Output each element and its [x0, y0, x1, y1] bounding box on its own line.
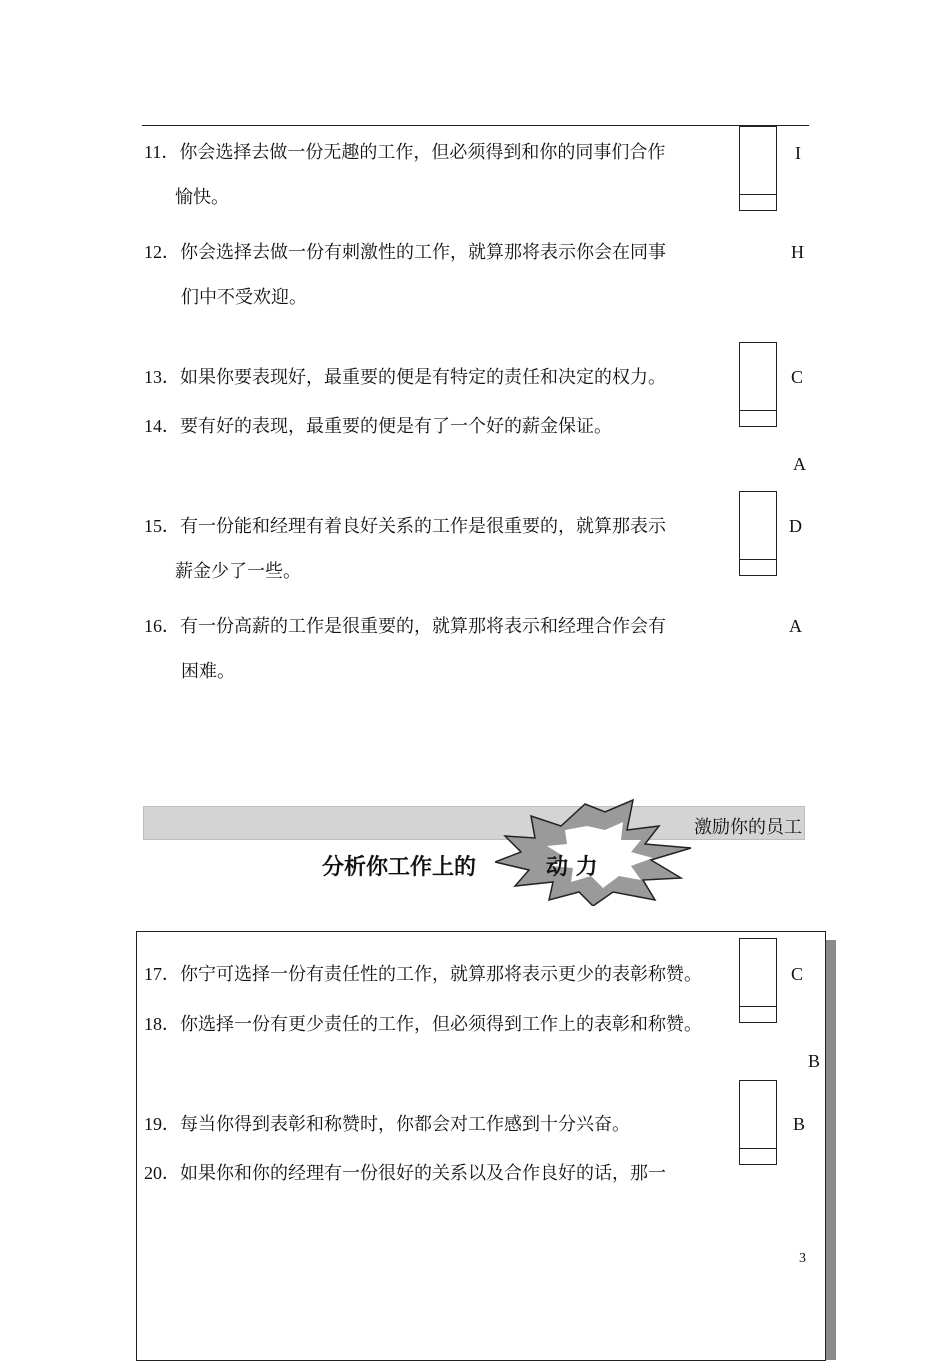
answer-box-17[interactable] — [739, 938, 777, 1023]
answer-letter-18: B — [808, 1051, 821, 1071]
question-text: ．你选择一份有更少责任的工作，但必须得到工作上的表彰和称赞。 — [162, 1014, 702, 1035]
question-number: 19 — [144, 1114, 162, 1134]
question-15-continued: 薪金少了一些。 — [175, 561, 301, 582]
question-15 — [144, 515, 666, 538]
question-number: 17 — [144, 964, 162, 984]
question-text: ．有一份能和经理有着良好关系的工作是很重要的，就算那表示 — [162, 516, 666, 537]
question-number: 20 — [144, 1163, 162, 1183]
top-rule — [142, 125, 809, 126]
answer-letter-16: A — [789, 616, 802, 636]
answer-letter-14: A — [793, 454, 806, 474]
question-12-continued: 们中不受欢迎。 — [181, 287, 307, 308]
question-text: ．你会选择去做一份无趣的工作，但必须得到和你的同事们合作 — [161, 142, 666, 163]
question-18 — [144, 1013, 702, 1036]
answer-letter-12: H — [791, 242, 804, 262]
question-text: ．有一份高薪的工作是很重要的，就算那将表示和经理合作会有 — [162, 616, 666, 637]
question-13 — [144, 366, 666, 389]
question-text: ．如果你要表现好，最重要的便是有特定的责任和决定的权力。 — [162, 367, 666, 388]
question-number: 11 — [144, 142, 162, 162]
question-14 — [144, 415, 612, 438]
section-title-right: 动 力 — [546, 855, 598, 880]
question-16 — [144, 615, 666, 638]
question-17 — [144, 963, 702, 986]
answer-letter-19: B — [793, 1114, 806, 1134]
question-20 — [144, 1162, 666, 1185]
question-number: 13 — [144, 367, 162, 387]
answer-letter-11: I — [795, 143, 801, 163]
question-number: 14 — [144, 416, 162, 436]
answer-box-11[interactable] — [739, 126, 777, 211]
question-text: ．你会选择去做一份有刺激性的工作，就算那将表示你会在同事 — [162, 242, 666, 263]
question-number: 12 — [144, 242, 162, 262]
question-frame — [136, 931, 826, 1361]
answer-letter-15: D — [789, 516, 802, 536]
answer-letter-17: C — [791, 964, 804, 984]
frame-shadow — [826, 940, 836, 1360]
banner-label: 激励你的员工 — [694, 817, 802, 838]
page-number: 3 — [799, 1251, 806, 1266]
question-number: 15 — [144, 516, 162, 536]
answer-box-15[interactable] — [739, 491, 777, 576]
section-banner — [143, 806, 805, 840]
question-text: ．每当你得到表彰和称赞时，你都会对工作感到十分兴奋。 — [162, 1114, 630, 1135]
answer-box-13[interactable] — [739, 342, 777, 427]
question-19 — [144, 1113, 630, 1136]
question-16-continued: 困难。 — [181, 661, 235, 682]
question-text: ．你宁可选择一份有责任性的工作，就算那将表示更少的表彰称赞。 — [162, 964, 702, 985]
answer-box-19[interactable] — [739, 1080, 777, 1165]
question-12 — [144, 241, 666, 264]
question-number: 18 — [144, 1014, 162, 1034]
question-11 — [144, 141, 665, 164]
question-text: ．如果你和你的经理有一份很好的关系以及合作良好的话，那一 — [162, 1163, 666, 1184]
answer-letter-13: C — [791, 367, 804, 387]
section-title-left: 分析你工作上的 — [322, 855, 477, 880]
question-11-continued: 愉快。 — [175, 187, 229, 208]
question-number: 16 — [144, 616, 162, 636]
question-text: ．要有好的表现，最重要的便是有了一个好的薪金保证。 — [162, 416, 612, 437]
